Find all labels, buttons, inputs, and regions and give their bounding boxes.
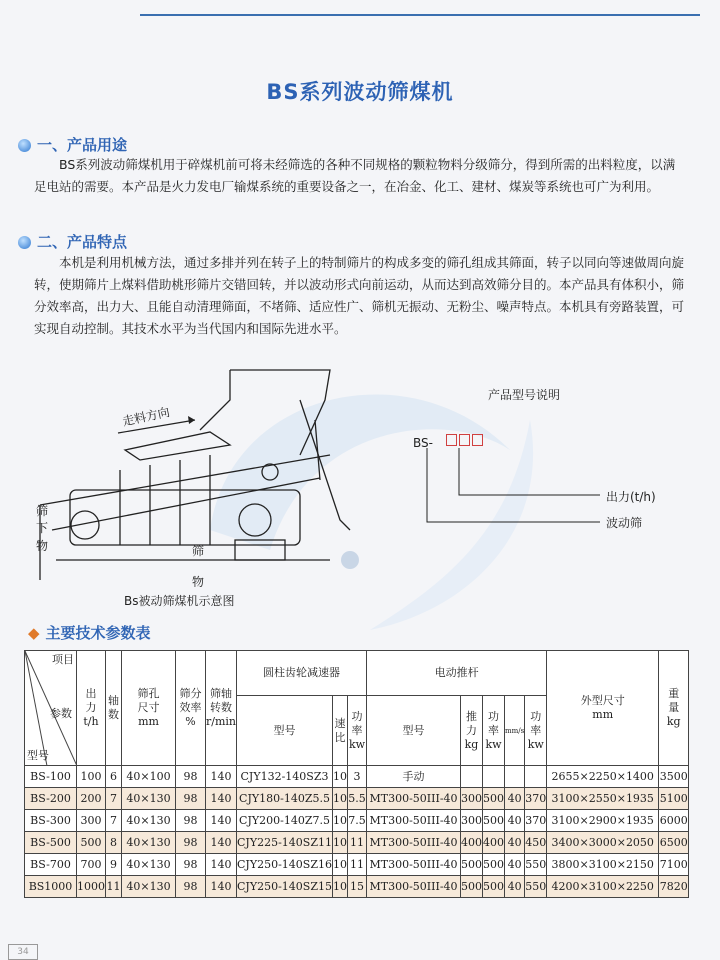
table-cell-m: BS-100 [25, 766, 77, 788]
table-cell-rr: 10 [333, 832, 348, 854]
table-cell-rr: 10 [333, 810, 348, 832]
table-cell-pm: 手动 [367, 766, 461, 788]
table-cell-pp2: 370 [525, 810, 547, 832]
table-cell-pp2: 550 [525, 876, 547, 898]
header-output: 出 力 t/h [77, 651, 106, 766]
table-cell-m: BS-500 [25, 832, 77, 854]
header-shafts: 轴 数 [106, 651, 122, 766]
table-cell-o: 300 [77, 810, 106, 832]
table-cell-pp: 500 [483, 788, 505, 810]
header-dimensions: 外型尺寸 mm [547, 651, 659, 766]
header-pusher-speed: mm/s [505, 696, 525, 766]
diamond-bullet-icon: ◆ [28, 624, 40, 642]
table-cell-r: 140 [206, 788, 237, 810]
header-pusher-power: 功 率 kw [483, 696, 505, 766]
page-title: BS系列波动筛煤机 [266, 80, 454, 104]
table-cell-ps: 40 [505, 876, 525, 898]
model-leader-lines [415, 445, 615, 535]
table-cell-pp2: 550 [525, 854, 547, 876]
undersize-label-2: 物 [192, 575, 205, 589]
oversize-label-3: 物 [36, 539, 49, 553]
header-pusher-power2: 功 率 kw [525, 696, 547, 766]
header-pusher-model: 型号 [367, 696, 461, 766]
section-usage-text: BS系列波动筛煤机用于碎煤机前可将未经筛选的各种不同规格的颗粒物料分级筛分，得到所需的出料粒度，以满足电站的需要。本产品是火力发电厂输煤系统的重要设备之一，在冶金、化工、建材、煤炭等系统也可广为利用。 [34, 157, 676, 194]
table-cell-rp: 3 [348, 766, 367, 788]
table-cell-rp: 5.5 [348, 788, 367, 810]
table-cell-m: BS-700 [25, 854, 77, 876]
table-cell-r: 140 [206, 810, 237, 832]
table-cell-s: 7 [106, 810, 122, 832]
tech-parameter-table [24, 650, 689, 898]
table-cell-m: BS1000 [25, 876, 77, 898]
table-cell-m: BS-300 [25, 810, 77, 832]
table-cell-h: 40×130 [122, 810, 176, 832]
header-item: 项目 [52, 653, 74, 666]
table-cell-pp: 400 [483, 832, 505, 854]
table-cell-rm: CJY132-140SZ3 [237, 766, 333, 788]
table-cell-h: 40×130 [122, 788, 176, 810]
table-cell-d: 3400×3000×2050 [547, 832, 659, 854]
table-cell-pp [483, 766, 505, 788]
table-cell-ps: 40 [505, 832, 525, 854]
section-features-heading: 二、产品特点 [18, 231, 127, 252]
screen-machine-diagram [0, 360, 380, 590]
table-cell-o: 1000 [77, 876, 106, 898]
table-cell-d: 2655×2250×1400 [547, 766, 659, 788]
table-row [25, 832, 689, 854]
oversize-label-1: 筛 [36, 504, 49, 518]
diagram-caption: Bs被动筛煤机示意图 [124, 594, 235, 608]
feed-direction-label: 走料方向 [121, 404, 172, 429]
model-type-label: 波动筛 [606, 516, 643, 530]
table-cell-r: 140 [206, 766, 237, 788]
table-cell-pp2: 370 [525, 788, 547, 810]
header-shaft-speed: 筛轴 转数 r/min [206, 651, 237, 766]
table-cell-pf: 400 [461, 832, 483, 854]
page-number: 34 [8, 944, 38, 960]
table-cell-h: 40×130 [122, 854, 176, 876]
tech-table-heading: ◆ 主要技术参数表 [28, 624, 151, 642]
table-cell-e: 98 [176, 832, 206, 854]
table-cell-rm: CJY180-140Z5.5 [237, 788, 333, 810]
table-cell-pp2 [525, 766, 547, 788]
table-cell-pp2: 450 [525, 832, 547, 854]
model-title: 产品型号说明 [488, 388, 561, 402]
table-cell-m: BS-200 [25, 788, 77, 810]
table-cell-rp: 11 [348, 854, 367, 876]
table-cell-pf: 500 [461, 876, 483, 898]
table-cell-ps: 40 [505, 788, 525, 810]
table-cell-rm: CJY225-140SZ11 [237, 832, 333, 854]
table-cell-ps: 40 [505, 810, 525, 832]
table-cell-ps [505, 766, 525, 788]
top-rule [140, 14, 700, 16]
table-cell-e: 98 [176, 810, 206, 832]
header-hole-size: 筛孔 尺寸 mm [122, 651, 176, 766]
table-cell-rr: 10 [333, 766, 348, 788]
table-cell-pm: MT300-50III-40 [367, 810, 461, 832]
table-cell-ps: 40 [505, 854, 525, 876]
table-cell-rm: CJY250-140SZ15 [237, 876, 333, 898]
header-efficiency: 筛分 效率 % [176, 651, 206, 766]
table-cell-pf: 300 [461, 788, 483, 810]
table-cell-s: 6 [106, 766, 122, 788]
table-cell-pm: MT300-50III-40 [367, 832, 461, 854]
table-cell-pf: 300 [461, 810, 483, 832]
table-cell-h: 40×130 [122, 876, 176, 898]
table-cell-o: 500 [77, 832, 106, 854]
table-cell-w: 6500 [659, 832, 689, 854]
table-cell-h: 40×100 [122, 766, 176, 788]
table-cell-w: 7100 [659, 854, 689, 876]
table-cell-d: 4200×3100×2250 [547, 876, 659, 898]
oversize-label-2: 下 [36, 521, 49, 535]
table-row [25, 810, 689, 832]
bullet-icon [18, 236, 31, 249]
table-cell-d: 3800×3100×2150 [547, 854, 659, 876]
table-cell-e: 98 [176, 876, 206, 898]
table-cell-e: 98 [176, 788, 206, 810]
header-reducer: 圆柱齿轮减速器 [237, 651, 367, 696]
table-cell-o: 200 [77, 788, 106, 810]
table-cell-rp: 15 [348, 876, 367, 898]
table-cell-h: 40×130 [122, 832, 176, 854]
table-cell-d: 3100×2550×1935 [547, 788, 659, 810]
table-cell-pf [461, 766, 483, 788]
header-type: 型号 [27, 749, 49, 762]
table-cell-pm: MT300-50III-40 [367, 788, 461, 810]
table-cell-pp: 500 [483, 810, 505, 832]
table-cell-w: 5100 [659, 788, 689, 810]
header-weight: 重 量 kg [659, 651, 689, 766]
table-cell-rr: 10 [333, 854, 348, 876]
table-cell-rm: CJY200-140Z7.5 [237, 810, 333, 832]
table-cell-r: 140 [206, 876, 237, 898]
table-cell-pf: 500 [461, 854, 483, 876]
table-cell-w: 3500 [659, 766, 689, 788]
table-cell-s: 9 [106, 854, 122, 876]
table-cell-pp: 500 [483, 876, 505, 898]
table-row [25, 876, 689, 898]
model-prefix: BS- [413, 436, 433, 450]
table-cell-rr: 10 [333, 876, 348, 898]
table-cell-o: 700 [77, 854, 106, 876]
undersize-label-1: 筛 [192, 544, 205, 558]
table-cell-s: 8 [106, 832, 122, 854]
section-usage-heading: 一、产品用途 [18, 134, 127, 155]
header-reducer-ratio: 速 比 [333, 696, 348, 766]
table-cell-rm: CJY250-140SZ16 [237, 854, 333, 876]
table-cell-d: 3100×2900×1935 [547, 810, 659, 832]
table-row [25, 854, 689, 876]
table-cell-e: 98 [176, 766, 206, 788]
table-cell-rp: 11 [348, 832, 367, 854]
table-cell-pm: MT300-50III-40 [367, 854, 461, 876]
header-pusher: 电动推杆 [367, 651, 547, 696]
table-cell-rp: 7.5 [348, 810, 367, 832]
table-cell-rr: 10 [333, 788, 348, 810]
header-reducer-power: 功 率 kw [348, 696, 367, 766]
table-row [25, 788, 689, 810]
table-cell-s: 7 [106, 788, 122, 810]
header-diagonal-cell [25, 651, 77, 766]
section-features-text: 本机是利用机械方法，通过多排并列在转子上的特制筛片的构成多变的筛孔组成其筛面，转子以同向等速做周向旋转，使期筛片上煤料借助桃形筛片交错回转，并以波动形式向前运动，从而达到高效筛分目的。本产品具有体积小，筛分效率高，出力大、且能自动清理筛面，不堵筛、适应性广、筛机无振动、无粉尘、噪声特点。本机具有旁路装置，可实现自动控制。其技术水平为当代国内和国际先进水平。 [34, 255, 685, 336]
table-cell-pp: 500 [483, 854, 505, 876]
table-row [25, 766, 689, 788]
table-cell-r: 140 [206, 832, 237, 854]
header-param: 参数 [50, 707, 72, 720]
bullet-icon [18, 139, 31, 152]
header-pusher-force: 推 力 kg [461, 696, 483, 766]
table-cell-o: 100 [77, 766, 106, 788]
table-cell-e: 98 [176, 854, 206, 876]
table-cell-pm: MT300-50III-40 [367, 876, 461, 898]
table-cell-r: 140 [206, 854, 237, 876]
model-output-label: 出力(t/h) [606, 490, 656, 504]
table-cell-s: 11 [106, 876, 122, 898]
table-cell-w: 7820 [659, 876, 689, 898]
header-reducer-model: 型号 [237, 696, 333, 766]
table-cell-w: 6000 [659, 810, 689, 832]
